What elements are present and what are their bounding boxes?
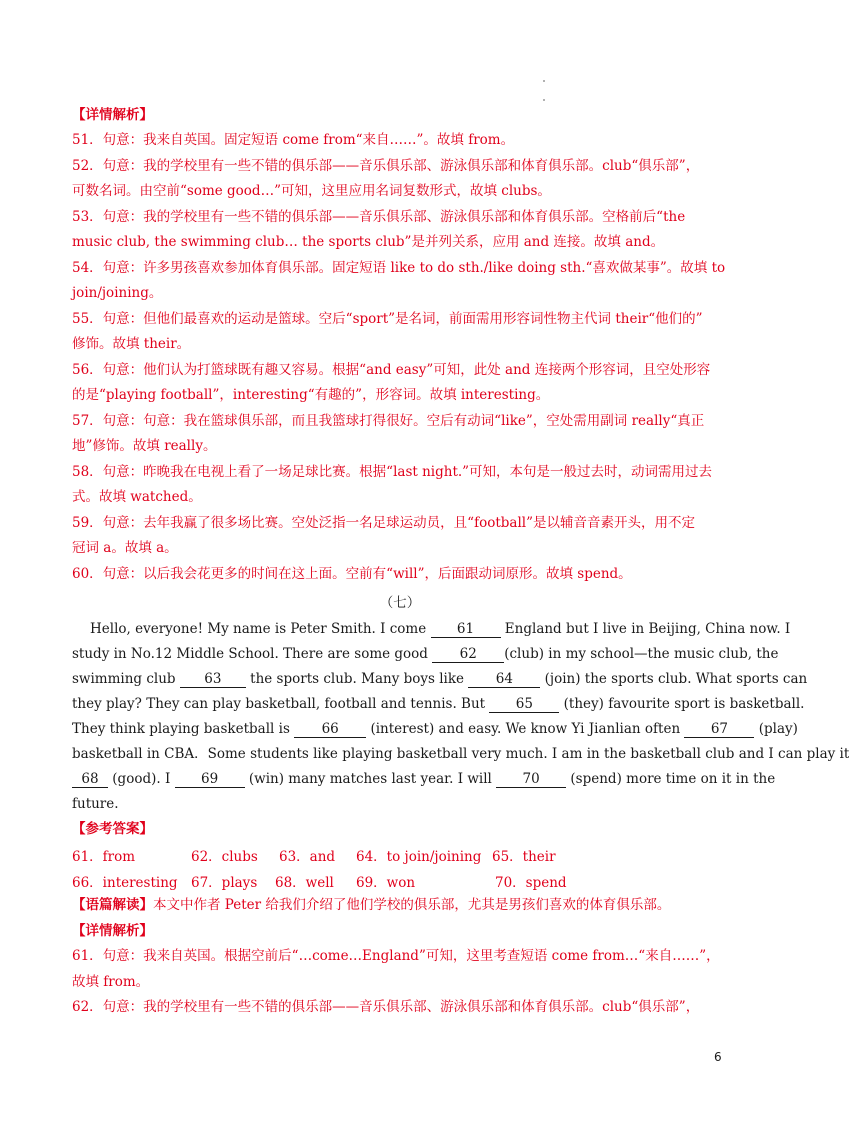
answer-item: 67．plays bbox=[191, 875, 258, 891]
explanation-line: 可数名词。由空前“some good…”可知，这里应用名词复数形式，故填 clubs。 bbox=[72, 183, 551, 199]
passage-text: (interest) and easy. We know Yi Jianlian often bbox=[366, 721, 685, 737]
passage-text: the sports club. Many boys like bbox=[245, 671, 469, 687]
explanation-line: 故填 from。 bbox=[72, 974, 150, 990]
blank-65: 65 bbox=[489, 696, 559, 713]
blank-66: 66 bbox=[294, 721, 366, 738]
explanation-line: 62．句意：我的学校里有一些不错的俱乐部——音乐俱乐部、游泳俱乐部和体育俱乐部。club“俱乐部”， bbox=[72, 999, 700, 1015]
explanation-line: 式。故填 watched。 bbox=[72, 489, 202, 505]
explanation-line: 修饰。故填 their。 bbox=[72, 336, 191, 352]
explanation-line: music club, the swimming club… the sports club”是并列关系，应用 and 连接。故填 and。 bbox=[72, 234, 665, 250]
passage-title: （七） bbox=[379, 595, 421, 611]
answer-item: 62．clubs bbox=[191, 849, 258, 865]
blank-61: 61 bbox=[431, 621, 501, 638]
passage-line bbox=[90, 620, 791, 638]
explanation-line: 55．句意：但他们最喜欢的运动是篮球。空后“sport”是名词，前面需用形容词性物主代词 their“他们的” bbox=[72, 311, 703, 327]
explanation-line: 59．句意：去年我赢了很多场比赛。空处泛指一名足球运动员，且“football”是以辅音音素开头，用不定 bbox=[72, 515, 695, 531]
blank-67: 67 bbox=[684, 721, 754, 738]
blank-62: 62 bbox=[432, 646, 504, 663]
passage-line: future. bbox=[72, 796, 119, 812]
passage-line bbox=[72, 695, 805, 713]
explanation-line: 冠词 a。故填 a。 bbox=[72, 540, 178, 556]
explanation-line: 60．句意：以后我会花更多的时间在这上面。空前有“will”，后面跟动词原形。故填 spend。 bbox=[72, 566, 632, 582]
passage-text: swimming club bbox=[72, 671, 180, 687]
answer-item: 70．spend bbox=[495, 875, 567, 891]
dot-mark bbox=[543, 99, 545, 101]
answer-item: 66．interesting bbox=[72, 875, 178, 891]
reading-summary bbox=[72, 896, 732, 914]
passage-text: (they) favourite sport is basketball. bbox=[559, 696, 805, 712]
blank-63: 63 bbox=[180, 671, 246, 688]
answer-item: 65．their bbox=[492, 849, 556, 865]
section-heading-reading: 【语篇解读】 bbox=[72, 897, 153, 913]
answer-item: 61．from bbox=[72, 849, 136, 865]
explanation-line: 61．句意：我来自英国。根据空前后“…come…England”可知，这里考查短语 come from…“来自……”， bbox=[72, 948, 720, 964]
passage-text: (spend) more time on it in the bbox=[566, 771, 776, 787]
passage-text: England but I live in Beijing, China now. I bbox=[500, 621, 791, 637]
section-heading-answers: 【参考答案】 bbox=[72, 821, 153, 837]
passage-text: (play) bbox=[754, 721, 798, 737]
reading-text: 本文中作者 Peter 给我们介绍了他们学校的俱乐部，尤其是男孩们喜欢的体育俱乐部。 bbox=[153, 897, 671, 913]
explanation-line: 的是“playing football”，interesting“有趣的”，形容词。故填 interesting。 bbox=[72, 387, 550, 403]
passage-text: (join) the sports club. What sports can bbox=[540, 671, 808, 687]
explanation-line: 51．句意：我来自英国。固定短语 come from“来自……”。故填 from。 bbox=[72, 132, 515, 148]
explanation-line: 53．句意：我的学校里有一些不错的俱乐部——音乐俱乐部、游泳俱乐部和体育俱乐部。空格前后“the bbox=[72, 209, 686, 225]
passage-line bbox=[72, 720, 798, 738]
blank-64: 64 bbox=[468, 671, 540, 688]
passage-text: they play? They can play basketball, football and tennis. But bbox=[72, 696, 490, 712]
page-number: 6 bbox=[714, 1050, 722, 1064]
passage-line bbox=[72, 770, 776, 788]
passage-text: study in No.12 Middle School. There are some good bbox=[72, 646, 433, 662]
dot-mark bbox=[543, 80, 545, 82]
blank-69: 69 bbox=[175, 771, 245, 788]
explanation-line: 52．句意：我的学校里有一些不错的俱乐部——音乐俱乐部、游泳俱乐部和体育俱乐部。club“俱乐部”， bbox=[72, 158, 700, 174]
answer-item: 69．won bbox=[356, 875, 416, 891]
explanation-line: 54．句意：许多男孩喜欢参加体育俱乐部。固定短语 like to do sth./like doing sth.“喜欢做某事”。故填 to bbox=[72, 260, 726, 276]
answer-item: 64．to join/joining bbox=[356, 849, 482, 865]
blank-70: 70 bbox=[496, 771, 566, 788]
passage-line: basketball in CBA．Some students like playing basketball very much. I am in the basketball club and I can play it bbox=[72, 746, 849, 762]
passage-line bbox=[72, 670, 808, 688]
explanation-line: 地”修饰。故填 really。 bbox=[72, 438, 217, 454]
explanation-line: 56．句意：他们认为打篮球既有趣又容易。根据“and easy”可知，此处 and 连接两个形容词，且空处形容 bbox=[72, 362, 711, 378]
explanation-line: join/joining。 bbox=[72, 285, 163, 301]
section-heading-detail: 【详情解析】 bbox=[72, 923, 153, 939]
answer-item: 68．well bbox=[275, 875, 334, 891]
explanation-line: 58．句意：昨晚我在电视上看了一场足球比赛。根据“last night.”可知，本句是一般过去时，动词需用过去 bbox=[72, 464, 713, 480]
passage-text: (club) in my school—the music club, the bbox=[504, 646, 779, 662]
passage-text: They think playing basketball is bbox=[72, 721, 295, 737]
passage-text: Hello, everyone! My name is Peter Smith. I come bbox=[90, 621, 431, 637]
explanation-line: 57．句意：句意：我在篮球俱乐部，而且我篮球打得很好。空后有动词“like”，空处需用副词 really“真正 bbox=[72, 413, 705, 429]
passage-line bbox=[72, 645, 779, 663]
passage-text: (good). I bbox=[108, 771, 175, 787]
answer-item: 63．and bbox=[279, 849, 336, 865]
blank-68: 68 bbox=[72, 771, 108, 788]
passage-text: (win) many matches last year. I will bbox=[244, 771, 497, 787]
section-heading-detail: 【详情解析】 bbox=[72, 107, 153, 123]
